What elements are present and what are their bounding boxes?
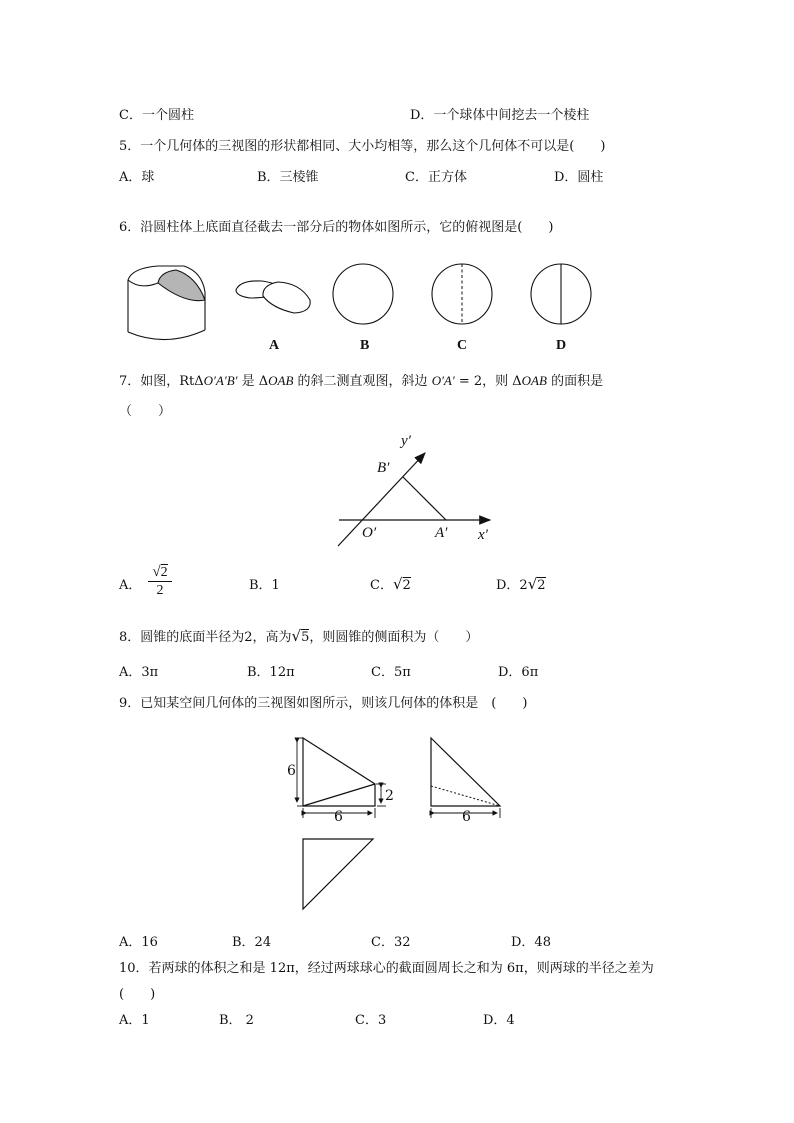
q7-term-1: O′A′B′ bbox=[203, 373, 238, 388]
q7-option-d-radicand: 2 bbox=[537, 578, 546, 593]
q6-label-d: D bbox=[556, 338, 567, 353]
q7-option-a-denominator: 2 bbox=[156, 583, 164, 598]
side-view bbox=[431, 738, 500, 806]
q7-label-x: x′ bbox=[478, 527, 488, 543]
q5-stem: 5．一个几何体的三视图的形状都相同、大小均相等，那么这个几何体不可以是( ) bbox=[119, 139, 606, 154]
q6-label-b: B bbox=[360, 338, 370, 353]
q7-option-d-prefix: D．2 bbox=[496, 578, 528, 593]
q7-term-3: O′A′ bbox=[431, 373, 455, 388]
q10-option-b: B． 2 bbox=[219, 1013, 254, 1028]
q7-term-2: OAB bbox=[268, 373, 294, 388]
q9-option-d: D．48 bbox=[511, 935, 551, 950]
top-view bbox=[303, 839, 373, 909]
q8-option-d: D．6π bbox=[498, 665, 539, 680]
q5-option-c: C．正方体 bbox=[405, 170, 467, 185]
q7-stem-mid2: 的斜二测直观图，斜边 bbox=[293, 374, 432, 389]
q9-option-a: A．16 bbox=[119, 935, 158, 950]
q9-option-c: C．32 bbox=[371, 935, 411, 950]
q7-option-d: D．2√2 bbox=[496, 575, 546, 593]
q7-label-a: A′ bbox=[435, 525, 448, 541]
q8-option-b: B．12π bbox=[247, 665, 295, 680]
q10-paren: ( ) bbox=[119, 987, 156, 1002]
q9-dim-right: 2 bbox=[385, 788, 394, 804]
q10-option-c: C．3 bbox=[355, 1013, 387, 1028]
q8-stem: 8．圆锥的底面半径为2，高为√5，则圆锥的侧面积为（ ） bbox=[119, 627, 479, 645]
q7-label-b: B′ bbox=[377, 460, 390, 476]
q8-option-a: A．3π bbox=[119, 665, 159, 680]
q5-option-b: B．三棱锥 bbox=[257, 170, 319, 185]
q8-stem-a: 8．圆锥的底面半径为2，高为 bbox=[119, 630, 292, 645]
q4-option-d: D．一个球体中间挖去一个棱柱 bbox=[410, 108, 590, 123]
q7-option-b: B．1 bbox=[249, 578, 280, 593]
q7-option-a-prefix: A． bbox=[119, 578, 142, 593]
q7-stem-mid1: 是 Δ bbox=[237, 374, 269, 389]
q5-option-d: D．圆柱 bbox=[554, 170, 604, 185]
q7-stem-suffix: 的面积是 bbox=[546, 374, 604, 389]
front-view bbox=[303, 738, 375, 806]
q9-dim-height: 6 bbox=[287, 763, 296, 779]
q10-option-a: A．1 bbox=[119, 1013, 150, 1028]
q6-label-a: A bbox=[269, 338, 280, 353]
q5-option-a: A．球 bbox=[119, 170, 155, 185]
q7-label-y: y′ bbox=[401, 433, 411, 449]
q9-stem: 9．已知某空间几何体的三视图如图所示，则该几何体的体积是 ( ) bbox=[119, 696, 528, 711]
q7-term-4: OAB bbox=[521, 373, 547, 388]
q9-dim-side-width: 6 bbox=[462, 809, 471, 825]
q4-option-c: C．一个圆柱 bbox=[119, 108, 194, 123]
q7-option-c-radicand: 2 bbox=[402, 578, 411, 593]
q6-label-c: C bbox=[457, 338, 468, 353]
q7-stem-prefix: 7．如图，RtΔ bbox=[119, 374, 204, 389]
q8-stem-b: ，则圆锥的侧面积为（ ） bbox=[309, 630, 479, 645]
q10-stem: 10．若两球的体积之和是 12π，经过两球球心的截面圆周长之和为 6π，则两球的半径之差为 bbox=[119, 961, 654, 976]
q7-paren: （ ） bbox=[119, 404, 172, 419]
q8-option-c: C．5π bbox=[371, 665, 411, 680]
q7-option-c-prefix: C． bbox=[370, 578, 393, 593]
q9-dim-front-width: 6 bbox=[334, 809, 343, 825]
q7-option-c: C．√2 bbox=[370, 575, 411, 593]
q7-label-o: O′ bbox=[362, 525, 377, 541]
q6-stem: 6．沿圆柱体上底面直径截去一部分后的物体如图所示，它的俯视图是( ) bbox=[119, 220, 554, 235]
q9-option-b: B．24 bbox=[232, 935, 272, 950]
q7-option-a-num-value: 2 bbox=[160, 565, 168, 580]
q7-stem-mid3: = 2，则 Δ bbox=[454, 374, 522, 389]
q7-option-a-numerator: √ 2 bbox=[148, 561, 172, 582]
q10-option-d: D．4 bbox=[483, 1013, 515, 1028]
q8-stem-radicand: 5 bbox=[301, 630, 310, 645]
